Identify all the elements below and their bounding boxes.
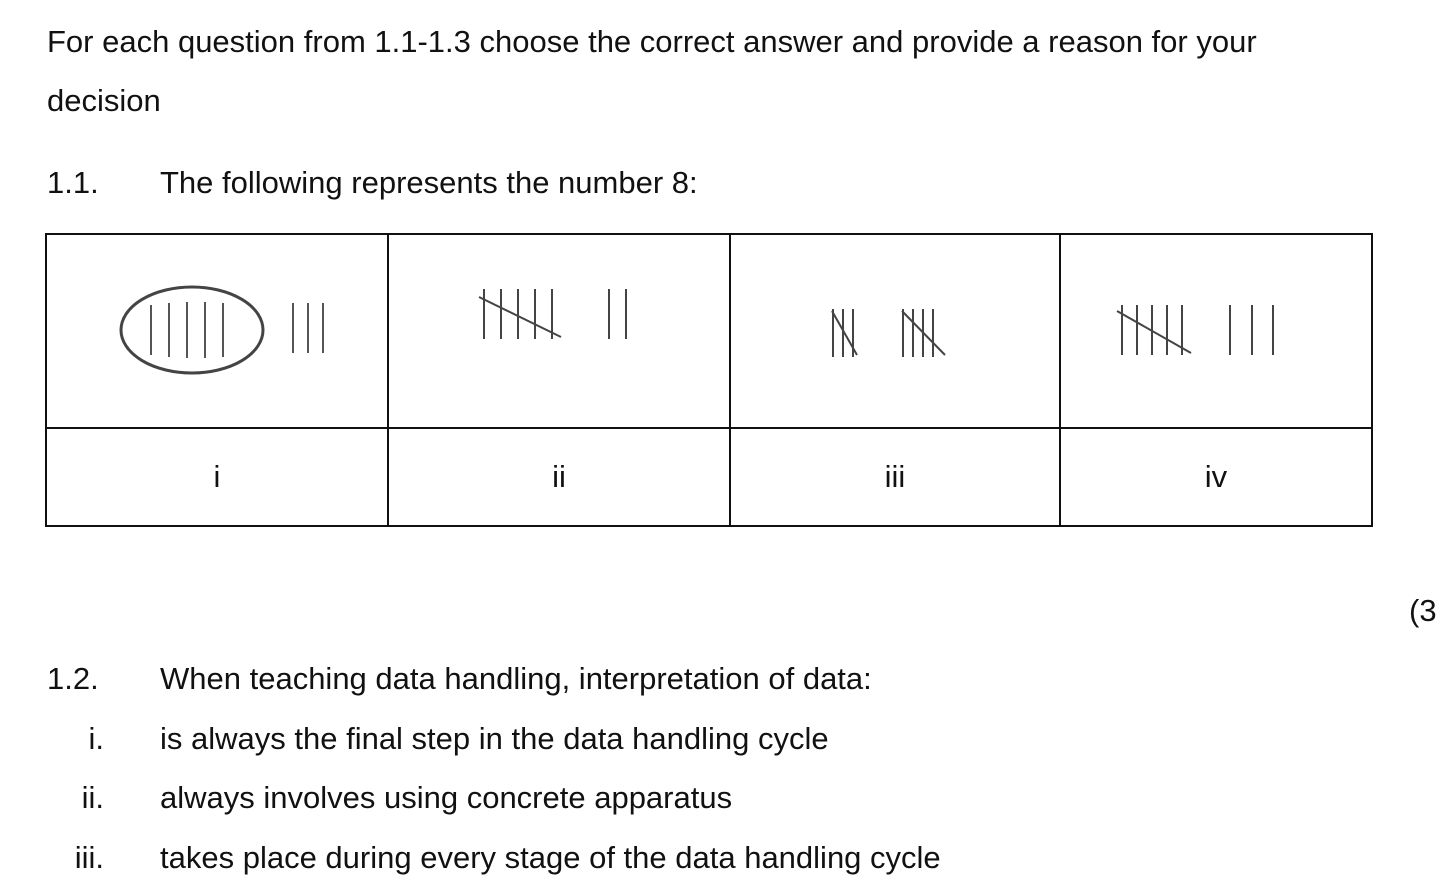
tally-cell-iii — [730, 234, 1060, 428]
question-1-2-text: When teaching data handling, interpretation of data: — [160, 661, 872, 696]
marks-allocation: (3 — [1409, 593, 1437, 628]
tally-cell-iv — [1060, 234, 1372, 428]
option-label-i: i — [46, 428, 388, 526]
option-text: is always the final step in the data handling cycle — [160, 721, 829, 756]
option-label-iii: iii — [730, 428, 1060, 526]
question-1-1-text: The following represents the number 8: — [160, 165, 698, 200]
option-text: always involves using concrete apparatus — [160, 780, 733, 815]
tally-two-crossed-groups-icon — [829, 303, 959, 363]
option-number: i. — [88, 721, 104, 756]
question-1-1-number: 1.1. — [47, 165, 99, 200]
instruction-text-line2: decision — [47, 83, 161, 118]
tally-crossed-group-icon — [479, 285, 649, 345]
tally-circled-group-icon — [115, 281, 355, 381]
question-1-2-number: 1.2. — [47, 661, 99, 696]
option-label-ii: ii — [388, 428, 730, 526]
tally-cell-ii — [388, 234, 730, 428]
option-label-iv: iv — [1060, 428, 1372, 526]
tally-crossed-group-icon — [1117, 301, 1287, 361]
option-number: iii. — [74, 840, 104, 875]
tally-options-table — [45, 233, 1373, 527]
tally-cell-i — [46, 234, 388, 428]
option-number: ii. — [81, 780, 104, 815]
instruction-text-line1: For each question from 1.1-1.3 choose the correct answer and provide a reason for your — [47, 24, 1257, 59]
option-text: takes place during every stage of the data handling cycle — [160, 840, 941, 875]
